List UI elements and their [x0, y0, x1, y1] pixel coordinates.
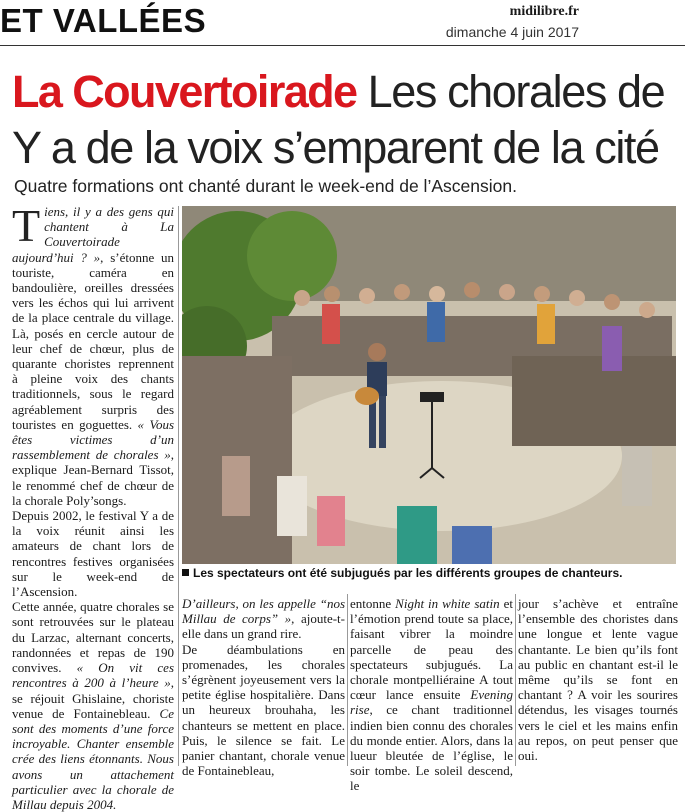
paragraph — [350, 596, 513, 794]
header-rule — [0, 45, 685, 46]
article-column-4 — [518, 596, 678, 763]
article-column-2 — [182, 596, 345, 778]
headline-text: Les chorales de Y a de la voix s’emparent de la cité — [12, 66, 665, 173]
quote: iens, il y a des gens qui chantent à La Couvertoirade aujourd’hui ? » — [12, 204, 174, 265]
caption-bullet — [182, 569, 189, 576]
photo-tree — [247, 211, 337, 301]
site-name[interactable]: midilibre.fr — [509, 4, 579, 19]
section-title: ET VALLÉES — [0, 2, 207, 39]
article-column-1 — [12, 200, 174, 812]
text: , ce chant traditionnel indien bien connu des chorales du monde entier. Alors, dans la lueur bleutée de l’église, le soir tombe. Le soleil descend, le — [350, 702, 513, 794]
paragraph: De déambulations en promenades, les chorales s’égrènent joyeusement vers la petite église hospitalière. Dans un heureux brouhaha, les chanteurs se mettent en place. Puis, le silence se fait. Le panier chantant, chorale venue de Fontainebleau, — [182, 641, 345, 779]
text: , se réjouit Ghislaine, choriste venue de Fontainebleau. — [12, 675, 174, 721]
quote: « Vous êtes victimes d’un rassemblement de chorales » — [12, 416, 174, 463]
article-column-3 — [350, 596, 513, 794]
quote: « On vit ces rencontres à 200 à l’heure » — [12, 660, 174, 691]
quote: D’ailleurs, on les appelle “nos Millau de corps” » — [182, 596, 345, 627]
column-divider — [515, 594, 516, 766]
text: , ajoute-t-elle dans un grand rire. — [182, 611, 345, 642]
song-title: Night in white satin — [395, 596, 500, 611]
publication-date: dimanche 4 juin 2017 — [445, 24, 579, 40]
article-photo — [182, 206, 676, 564]
quote: Ce sont des moments d’une force incroyable. Chanter ensemble crée des liens étonnants. Nous avons un attachement particulier avec la chorale de Millau depuis 2004. — [12, 705, 174, 812]
headline — [12, 64, 682, 176]
paragraph — [12, 200, 174, 508]
text: entonne — [350, 596, 396, 611]
text: Cette année, quatre chorales se sont retrouvées sur le plateau du Larzac, alternant concerts, randonnées et repas de 190 convives. — [12, 599, 174, 676]
paragraph — [182, 596, 345, 642]
drop-cap: T — [12, 200, 41, 251]
photo-caption — [182, 566, 676, 580]
deck: Quatre formations ont chanté durant le week-end de l’Ascension. — [14, 176, 517, 196]
text: , s’étonne un touriste, caméra en bandoulière, oreilles dressées vers les échos qui lui arrivent de la place centrale du village. Là, posés en cercle autour de leur chef de chœur, plus de quarante choristes reprennent à pleine voix des chants traditionnels, sous le regard agréablement surpris des touristes en goguettes. — [12, 249, 174, 432]
column-divider — [178, 206, 179, 766]
text: et l’émotion prend toute sa place, faisant vibrer la moindre parcelle de peau des spectateurs subjugués. La chorale montpelliéraine A tout cœur lance ensuite — [350, 596, 513, 703]
paragraph — [12, 599, 174, 812]
paragraph: jour s’achève et entraîne l’ensemble des choristes dans une longue et lente vague chantante. Le bien qu’ils font au public en chantant est-il le même qu’ils se font en chantant ? A voir les sourires détendus, les visages tournés vers le ciel et les mains enfin au repos, on peut penser que oui. — [518, 596, 678, 764]
text: , explique Jean-Bernard Tissot, le renommé chef de chœur de la chorale Poly’songs. — [12, 447, 174, 508]
song-title: Evening rise — [350, 687, 513, 718]
paragraph: Depuis 2002, le festival Y a de la voix réunit ainsi les amateurs de chant lors de rencontres festives organisées sur le week-end de l’Ascension. — [12, 508, 174, 600]
column-divider — [347, 594, 348, 766]
caption-text: Les spectateurs ont été subjugués par les différents groupes de chanteurs. — [193, 566, 623, 580]
headline-place: La Couvertoirade — [12, 66, 357, 117]
